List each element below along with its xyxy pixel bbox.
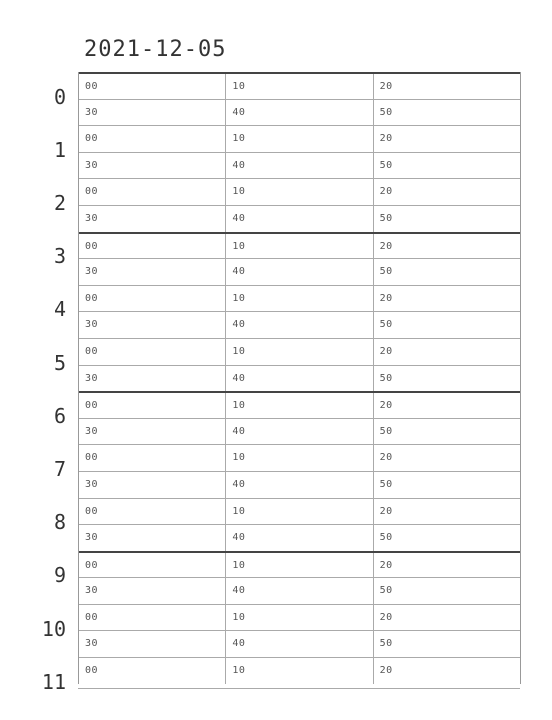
minute-label: 20 (379, 559, 393, 571)
time-slot-cell[interactable] (225, 605, 372, 631)
minute-label: 20 (379, 133, 393, 145)
time-slot-cell[interactable] (373, 74, 520, 99)
time-slot-cell[interactable] (79, 605, 225, 631)
minute-label: 10 (232, 452, 246, 464)
minute-label: 00 (85, 665, 99, 677)
minute-label: 40 (232, 532, 246, 544)
minute-label: 50 (379, 585, 393, 597)
time-slot-cell[interactable] (79, 472, 225, 498)
time-slot-cell[interactable] (225, 153, 372, 179)
time-row (79, 99, 520, 126)
minute-label: 40 (232, 319, 246, 331)
time-row (79, 338, 520, 365)
minute-label: 10 (232, 665, 246, 677)
time-slot-cell[interactable] (225, 259, 372, 285)
time-slot-cell[interactable] (373, 153, 520, 179)
time-slot-cell[interactable] (373, 658, 520, 684)
minute-label: 40 (232, 478, 246, 490)
time-slot-cell[interactable] (225, 445, 372, 471)
time-slot-cell[interactable] (225, 286, 372, 312)
hour-label: 11 (41, 669, 66, 689)
time-slot-cell[interactable] (79, 312, 225, 338)
time-slot-cell[interactable] (79, 631, 225, 657)
minute-label: 40 (232, 585, 246, 597)
time-row (79, 577, 520, 604)
minute-label: 40 (232, 159, 246, 171)
minute-label: 00 (85, 292, 99, 304)
time-slot-cell[interactable] (225, 419, 372, 445)
time-slot-cell[interactable] (79, 525, 225, 551)
time-slot-cell[interactable] (373, 100, 520, 126)
minute-label: 50 (379, 425, 393, 437)
minute-label: 00 (85, 186, 99, 198)
minute-label: 20 (379, 505, 393, 517)
minute-label: 20 (379, 400, 393, 412)
time-row (79, 258, 520, 285)
time-slot-cell[interactable] (225, 658, 372, 684)
minute-label: 00 (85, 505, 99, 517)
time-row (79, 418, 520, 445)
time-slot-cell[interactable] (79, 339, 225, 365)
minute-label: 00 (85, 452, 99, 464)
minute-label: 30 (85, 266, 99, 278)
time-grid (78, 72, 521, 684)
time-slot-cell[interactable] (373, 445, 520, 471)
minute-label: 40 (232, 266, 246, 278)
minute-label: 30 (85, 638, 99, 650)
time-slot-cell[interactable] (373, 234, 520, 259)
minute-label: 10 (232, 186, 246, 198)
hour-label: 5 (53, 350, 66, 375)
time-slot-cell[interactable] (373, 419, 520, 445)
minute-label: 20 (379, 292, 393, 304)
time-row (79, 498, 520, 525)
time-slot-cell[interactable] (373, 499, 520, 525)
time-row (79, 205, 520, 232)
time-slot-cell[interactable] (225, 499, 372, 525)
time-row (79, 551, 520, 578)
minute-label: 50 (379, 372, 393, 384)
time-slot-cell[interactable] (373, 206, 520, 232)
time-slot-cell[interactable] (225, 393, 372, 418)
hour-label: 4 (53, 297, 66, 322)
time-slot-cell[interactable] (373, 286, 520, 312)
hour-label: 10 (41, 616, 66, 641)
minute-label: 10 (232, 81, 246, 92)
time-slot-cell[interactable] (373, 179, 520, 205)
time-slot-cell[interactable] (79, 393, 225, 418)
time-row (79, 604, 520, 631)
minute-label: 20 (379, 665, 393, 677)
minute-label: 30 (85, 372, 99, 384)
time-row (79, 285, 520, 312)
minute-label: 30 (85, 106, 99, 118)
time-slot-cell[interactable] (373, 553, 520, 578)
minute-label: 10 (232, 400, 246, 412)
minute-label: 30 (85, 319, 99, 331)
time-slot-cell[interactable] (225, 553, 372, 578)
hour-label: 0 (53, 84, 66, 109)
time-slot-cell[interactable] (225, 100, 372, 126)
hour-label: 3 (53, 244, 66, 269)
hour-label: 8 (53, 510, 66, 535)
time-slot-cell[interactable] (79, 126, 225, 152)
time-slot-cell[interactable] (225, 74, 372, 99)
minute-label: 30 (85, 532, 99, 544)
hour-label: 6 (53, 403, 66, 428)
minute-label: 10 (232, 133, 246, 145)
minute-label: 50 (379, 478, 393, 490)
time-slot-cell[interactable] (79, 419, 225, 445)
time-slot-cell[interactable] (373, 393, 520, 418)
time-slot-cell[interactable] (79, 74, 225, 99)
time-row (79, 365, 520, 392)
time-row (79, 232, 520, 259)
time-slot-cell[interactable] (373, 312, 520, 338)
time-slot-cell[interactable] (79, 153, 225, 179)
hour-label: 1 (53, 137, 66, 162)
hour-label: 2 (53, 191, 66, 215)
minute-label: 40 (232, 372, 246, 384)
minute-label: 30 (85, 585, 99, 597)
time-slot-cell[interactable] (225, 206, 372, 232)
minute-label: 40 (232, 212, 246, 224)
minute-label: 00 (85, 133, 99, 145)
time-slot-cell[interactable] (79, 366, 225, 392)
time-slot-cell[interactable] (79, 259, 225, 285)
minute-label: 00 (85, 400, 99, 412)
time-slot-cell[interactable] (225, 525, 372, 551)
time-slot-cell[interactable] (79, 445, 225, 471)
time-row (79, 471, 520, 498)
minute-label: 20 (379, 452, 393, 464)
time-row (79, 72, 520, 99)
time-slot-cell[interactable] (79, 100, 225, 126)
time-row (79, 524, 520, 551)
time-slot-cell[interactable] (373, 605, 520, 631)
time-slot-cell[interactable] (79, 658, 225, 684)
time-slot-cell[interactable] (225, 339, 372, 365)
minute-label: 20 (379, 345, 393, 357)
minute-label: 30 (85, 478, 99, 490)
minute-label: 50 (379, 266, 393, 278)
time-slot-cell[interactable] (373, 126, 520, 152)
time-row (79, 152, 520, 179)
minute-label: 50 (379, 319, 393, 331)
minute-label: 00 (85, 345, 99, 357)
time-slot-cell[interactable] (373, 578, 520, 604)
minute-label: 20 (379, 81, 393, 92)
minute-label: 20 (379, 186, 393, 198)
minute-label: 00 (85, 240, 99, 252)
time-slot-cell[interactable] (373, 366, 520, 392)
minute-label: 10 (232, 345, 246, 357)
time-row (79, 311, 520, 338)
time-slot-cell[interactable] (225, 578, 372, 604)
time-slot-cell[interactable] (373, 631, 520, 657)
date-title: 2021-12-05 (84, 37, 227, 62)
time-row (79, 630, 520, 657)
time-row (79, 657, 520, 684)
minute-label: 30 (85, 212, 99, 224)
hour-label: 7 (53, 457, 66, 481)
time-row (79, 391, 520, 418)
time-slot-cell[interactable] (373, 525, 520, 551)
minute-label: 10 (232, 240, 246, 252)
minute-label: 40 (232, 425, 246, 437)
minute-label: 00 (85, 611, 99, 623)
time-slot-cell[interactable] (373, 259, 520, 285)
time-slot-cell[interactable] (225, 631, 372, 657)
grid-bottom-border (78, 688, 520, 689)
time-slot-cell[interactable] (225, 179, 372, 205)
minute-label: 50 (379, 532, 393, 544)
time-slot-cell[interactable] (79, 206, 225, 232)
minute-label: 00 (85, 559, 99, 571)
time-slot-cell[interactable] (79, 553, 225, 578)
minute-label: 40 (232, 638, 246, 650)
time-row (79, 444, 520, 471)
time-slot-cell[interactable] (79, 499, 225, 525)
minute-label: 50 (379, 106, 393, 118)
time-row (79, 125, 520, 152)
time-slot-cell[interactable] (225, 234, 372, 259)
minute-label: 50 (379, 159, 393, 171)
minute-label: 50 (379, 212, 393, 224)
time-slot-cell[interactable] (373, 339, 520, 365)
time-slot-cell[interactable] (79, 234, 225, 259)
time-row (79, 178, 520, 205)
time-slot-cell[interactable] (225, 472, 372, 498)
minute-label: 40 (232, 106, 246, 118)
time-slot-cell[interactable] (79, 578, 225, 604)
minute-label: 00 (85, 81, 99, 92)
minute-label: 30 (85, 425, 99, 437)
minute-label: 10 (232, 559, 246, 571)
minute-label: 20 (379, 240, 393, 252)
time-slot-cell[interactable] (225, 312, 372, 338)
time-slot-cell[interactable] (79, 286, 225, 312)
minute-label: 10 (232, 505, 246, 517)
minute-label: 10 (232, 611, 246, 623)
minute-label: 10 (232, 292, 246, 304)
time-slot-cell[interactable] (225, 366, 372, 392)
time-slot-cell[interactable] (373, 472, 520, 498)
time-slot-cell[interactable] (79, 179, 225, 205)
time-slot-cell[interactable] (225, 126, 372, 152)
minute-label: 30 (85, 159, 99, 171)
minute-label: 50 (379, 638, 393, 650)
minute-label: 20 (379, 611, 393, 623)
hour-label: 9 (53, 563, 66, 588)
